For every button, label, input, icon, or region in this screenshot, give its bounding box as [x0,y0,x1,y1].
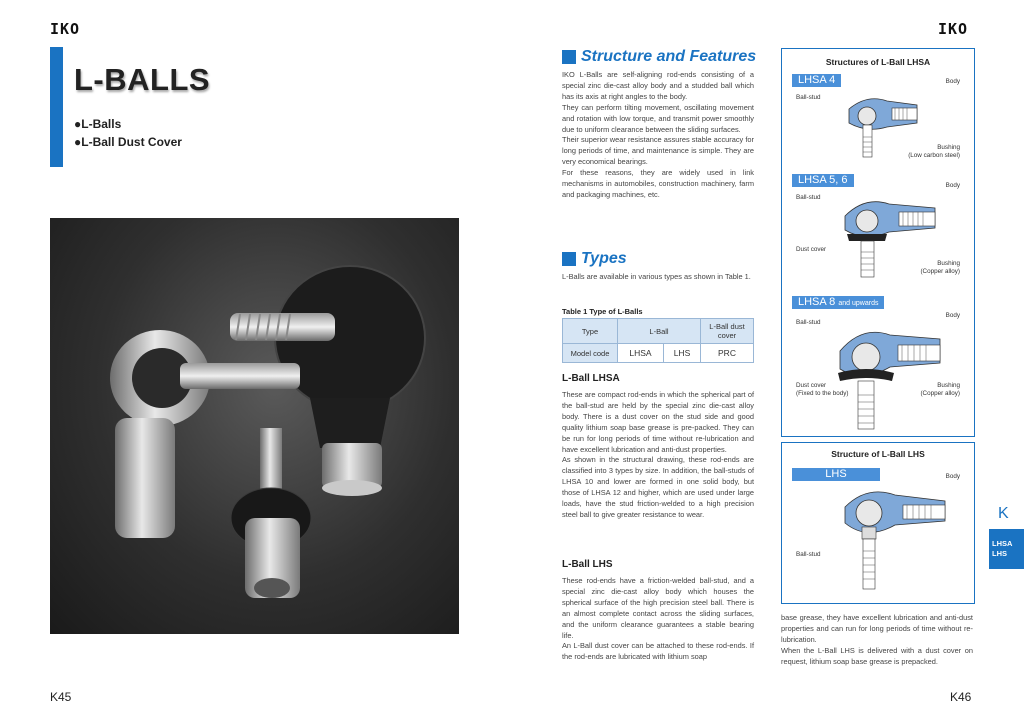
table-cell-lhsa: LHSA [618,344,664,363]
structure-para-4: For these reasons, they are widely used in link mechanisms in automobiles, construction machinery, farm and packaging machines, etc. [562,168,754,199]
page-number-left: K45 [50,690,72,704]
tag-lhsa8-text: LHSA 8 [798,296,836,308]
page-number-right: K46 [950,690,972,704]
d1-bushing-label: Bushing [937,144,960,151]
structure-text [562,70,754,201]
lhsa8-diagram [830,321,945,431]
tag-lhsa8 [792,296,884,309]
tag-lhsa8-suffix: and upwards [838,300,879,307]
lhs-para-1: These rod-ends have a friction-welded ball-stud, and a special zinc die-cast alloy body which houses the spherical surface of the high precision steel ball. There is an almost complete contact across the sliding surfaces, and the uniform clearance guarantees a stable bearing life. [562,576,754,640]
lhs-cont-para-1: base grease, they have excellent lubrication and anti-dust properties and can run for long periods of time without re-lubrication. [781,613,973,644]
table-caption: Table 1 Type of L-Balls [562,307,643,316]
table-header-type: Type [563,319,618,344]
lhsa-para-1: These are compact rod-ends in which the spherical part of the ball-stud are held by the special zinc die-cast alloy body. There is a dust cover on the stud side and good quality lithium soap base grease is pre-packed. They can be run for long periods of time without re-lubrication and have excellent lubrication and anti-dust properties. [562,390,754,454]
lhs-heading: L-Ball LHS [562,559,613,570]
lhsa-para-2: As shown in the structural drawing, these rod-ends are classified into 3 types by size. In addition, the ball-studs of LHSA 10 and lower are formed in one solid body, but those of LHSA 12 and higher, which are used under large loads, have the stud friction-welded to a high precision steel ball to give greater resistance to wear. [562,455,754,519]
lhsa-panel-title: Structures of L-Ball LHSA [825,57,931,67]
d3-bushing-material: (Copper alloy) [920,390,960,397]
d2-dust-cover-label: Dust cover [796,246,827,253]
types-heading [562,250,627,268]
lhs-text [562,576,754,663]
lhsa4-diagram [837,89,927,164]
structure-para-3: Their superior wear resistance assures stable accuracy for long periods of time, and maintenance is simple. They are very economical bearings. [562,135,754,167]
rod-end-photo-illustration [50,218,459,634]
table-header-lball: L-Ball [618,319,701,344]
types-intro: L-Balls are available in various types as shown in Table 1. [562,272,751,281]
structure-para-2: They can perform tilting movement, oscillating movement and rotation with low torque, and transmit power smoothly due to uniform clearance between the sliding surfaces. [562,102,754,134]
table-cell-lhs: LHS [663,344,700,363]
lhs-panel-title: Structure of L-Ball LHS [831,449,925,459]
lhs-cont-para-2: When the L-Ball LHS is delivered with a dust cover on request, lithium soap base grease is prepacked. [781,645,973,666]
structure-heading [562,48,756,66]
lhsa56-diagram [837,194,942,279]
lhsa-heading: L-Ball LHSA [562,373,620,384]
d2-bushing-material: (Copper alloy) [920,268,960,275]
side-tab-line1: LHSA [992,539,1013,548]
table-header-cover: L-Ball dust cover [701,319,754,344]
d1-ball-stud-label: Ball-stud [796,94,821,101]
d3-bushing-label: Bushing [937,382,960,389]
d3-body-label: Body [945,312,960,319]
types-heading-text: Types [581,250,627,267]
types-table [562,318,754,363]
d1-body-label: Body [945,78,960,85]
d2-body-label: Body [945,182,960,189]
d3-ball-stud-label: Ball-stud [796,319,821,326]
side-index-tab[interactable] [989,529,1024,569]
side-tab-letter: K [998,505,1009,522]
lhs-diagram [837,485,952,595]
iko-logo-right: IKO [938,20,969,38]
product-photo [50,218,459,634]
d3-dust-cover-note: (Fixed to the body) [796,390,849,397]
heading-square-icon [562,50,576,64]
side-tab-line2: LHS [992,549,1007,558]
lhsa-structures-panel [781,48,975,437]
structure-heading-text: Structure and Features [581,48,757,65]
lhs-para-2: An L-Ball dust cover can be attached to these rod-ends. If the rod-ends are lubricated with lithium soap [562,641,754,662]
d2-ball-stud-label: Ball-stud [796,194,821,201]
d1-bushing-material: (Low carbon steel) [908,152,960,159]
title-accent-bar [50,47,63,167]
page-title: L-BALLS [74,62,211,97]
tag-lhsa4: LHSA 4 [792,74,841,87]
lhsa-text [562,390,754,521]
lhs-structure-panel [781,442,975,604]
table-cell-prc: PRC [701,344,754,363]
d3-dust-cover-label: Dust cover [796,382,827,389]
lhs-body-label: Body [945,473,960,480]
bullet-dust-cover: ●L-Ball Dust Cover [74,135,182,149]
lhs-text-continued [781,613,973,668]
d2-bushing-label: Bushing [937,260,960,267]
heading-square-icon [562,252,576,266]
structure-para-1: IKO L-Balls are self-aligning rod-ends consisting of a special zinc die-cast alloy body and a studded ball which has its axis at right angles to the body. [562,70,754,101]
bullet-l-balls: ●L-Balls [74,117,122,131]
lhs-ball-stud-label: Ball-stud [796,551,821,558]
tag-lhs: LHS [792,468,880,481]
iko-logo-left: IKO [50,20,81,38]
tag-lhsa56: LHSA 5, 6 [792,174,854,187]
table-row-label: Model code [563,344,618,363]
